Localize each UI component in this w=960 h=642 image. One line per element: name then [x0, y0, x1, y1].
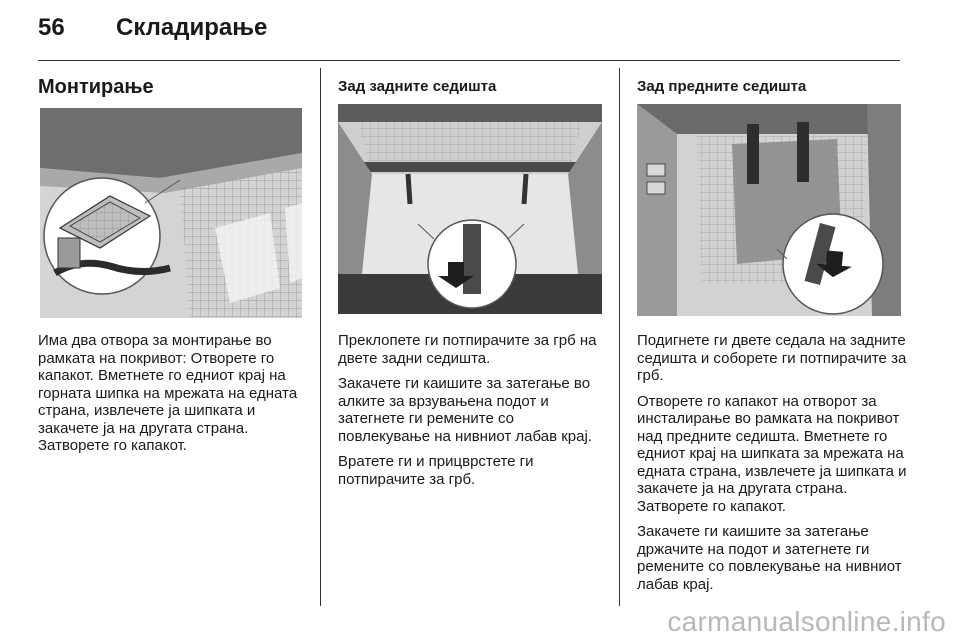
col3-paragraph: Отворете го капакот на отворот за инсталирање во рамката на покривот над предните седишта. Вметнете го едниот крај на шипката за мрежата на едната страна, извлечете ја шипката и закачете ја на другата страна. Затворете го капакот.: [637, 392, 907, 515]
rear-seat-cargo-net-illustration: [338, 104, 602, 314]
col2-paragraph: Закачете ги каишите за затегање во алките за врзувањена подот и затегнете ги ремените со повлекување на нивниот лабав крај.: [338, 375, 592, 445]
front-seat-cargo-net-illustration: [637, 104, 901, 316]
section-title-mounting: Монтирање: [38, 76, 154, 98]
page-number: 56: [38, 14, 65, 41]
col1-body: [38, 332, 310, 463]
column-divider: [619, 68, 620, 606]
col2-body: [338, 332, 610, 496]
col1-paragraph: Има два отвора за монтирање во рамката на покривот: Отворете го капакот. Вметнете го едниот крај на горната шипка на мрежата на едната страна, извлечете ја шипката и закачете ја на другата страна. Затворете го капакот.: [38, 332, 298, 454]
col2-paragraph: Вратете ги и прицврстете ги потпирачите за грб.: [338, 453, 534, 488]
cargo-net-mounting-illustration: [40, 108, 302, 318]
column-divider: [320, 68, 321, 606]
section-title-behind-front-seats: Зад предните седишта: [637, 78, 807, 95]
col3-paragraph: Закачете ги каишите за затегање држачите на подот и затегнете ги ремените со повлекување на нивниот лабав крај.: [637, 523, 902, 593]
watermark: carmanualsonline.info: [667, 606, 946, 637]
col3-paragraph: Подигнете ги двете седала на задните седишта и соборете ги потпирачите за грб.: [637, 332, 907, 384]
chapter-title: Складирање: [116, 14, 268, 41]
section-title-behind-rear-seats: Зад задните седишта: [338, 78, 497, 95]
header-rule: [38, 60, 900, 61]
col2-paragraph: Преклопете ги потпирачите за грб на двете задни седишта.: [338, 332, 597, 367]
col3-body: [637, 332, 909, 601]
